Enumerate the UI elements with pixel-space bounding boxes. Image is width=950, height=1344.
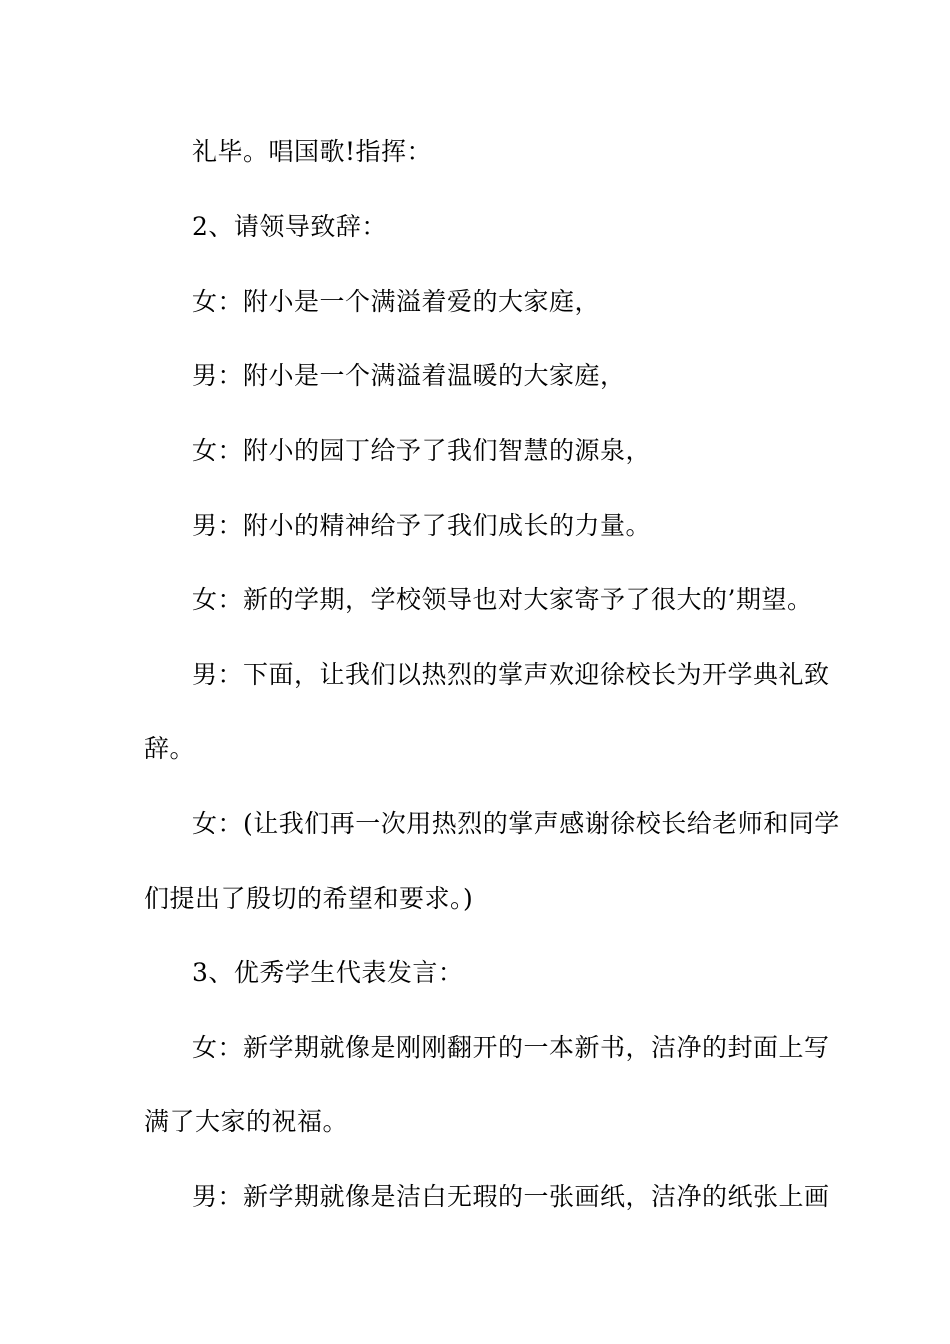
text-line: 女：(让我们再一次用热烈的掌声感谢徐校长给老师和同学 bbox=[192, 809, 840, 838]
text-line: 女：新的学期，学校领导也对大家寄予了很大的’期望。 bbox=[192, 585, 813, 614]
text-line: 女：新学期就像是刚刚翻开的一本新书，洁净的封面上写 bbox=[192, 1033, 830, 1062]
section-heading: 3、优秀学生代表发言： bbox=[192, 958, 464, 987]
text-line-continuation: 满了大家的祝福。 bbox=[144, 1107, 349, 1136]
text-line-continuation: 们提出了殷切的希望和要求。) bbox=[144, 884, 474, 913]
text-line: 男：下面，让我们以热烈的掌声欢迎徐校长为开学典礼致 bbox=[192, 660, 830, 689]
text-line: 男：新学期就像是洁白无瑕的一张画纸，洁净的纸张上画 bbox=[192, 1182, 830, 1211]
text-line: 男：附小的精神给予了我们成长的力量。 bbox=[192, 511, 652, 540]
text-line: 男：附小是一个满溢着温暖的大家庭， bbox=[192, 361, 626, 390]
text-line: 女：附小是一个满溢着爱的大家庭， bbox=[192, 287, 601, 316]
section-heading: 2、请领导致辞： bbox=[192, 212, 387, 241]
text-line: 礼毕。唱国歌!指挥： bbox=[192, 137, 433, 166]
text-line-continuation: 辞。 bbox=[144, 734, 196, 763]
text-line: 女：附小的园丁给予了我们智慧的源泉， bbox=[192, 436, 652, 465]
